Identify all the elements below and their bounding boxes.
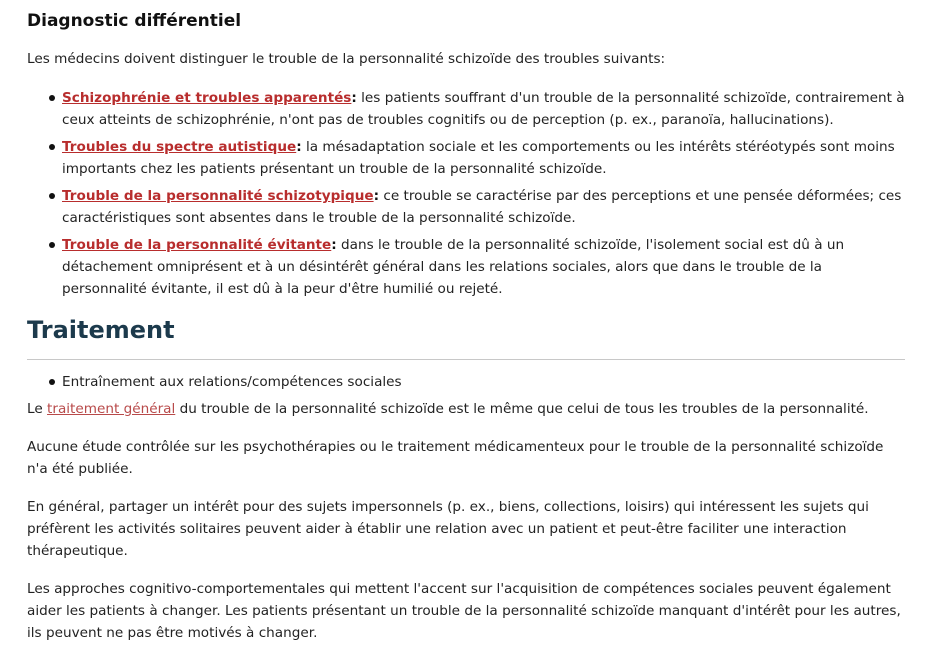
treatment-paragraph: Les approches cognitivo-comportementales qui mettent l'accent sur l'acquisition de compétences sociales peuvent également aider les patients à changer. Les patients présentant un trouble de la personnalité schizoïde manquant d'intérêt pour les autres, ils peuvent ne pas être motivés à changer. [27, 581, 901, 641]
text-suffix: du trouble de la personnalité schizoïde est le même que celui de tous les troubles de la personnalité. [175, 401, 869, 417]
schizophrenia-link[interactable]: Schizophrénie et troubles apparentés [62, 90, 352, 106]
differential-intro: Les médecins doivent distinguer le trouble de la personnalité schizoïde des troubles suivants: [27, 51, 666, 67]
list-item-text: ce trouble se caractérise par des perceptions et une pensée déformées; ces caractéristiques sont absentes dans le trouble de la personnalité schizoïde. [62, 188, 902, 226]
bullet-icon [49, 193, 55, 199]
autism-spectrum-link[interactable]: Troubles du spectre autistique [62, 139, 297, 155]
list-item-text: les patients souffrant d'un trouble de la personnalité schizoïde, contrairement à ceux atteints de schizophrénie, n'ont pas de troubles cognitifs ou de perception (p. ex., paranoïa, hallucinations). [62, 90, 905, 128]
treatment-heading: Traitement [27, 316, 175, 344]
term-colon: : [331, 237, 337, 253]
term-colon: : [351, 90, 357, 106]
differential-diagnosis-heading: Diagnostic différentiel [27, 11, 242, 31]
list-item-text: dans le trouble de la personnalité schizoïde, l'isolement social est dû à un détachement omniprésent et à un désintérêt général dans les relations sociales, alors que dans le trouble de la personnalité évitante, il est dû à la peur d'être humilié ou rejeté. [62, 237, 845, 297]
term-colon: : [373, 188, 380, 204]
general-treatment-link[interactable]: traitement général [47, 401, 176, 417]
section-divider [27, 359, 905, 360]
treatment-general-paragraph [27, 398, 905, 420]
text-prefix: Le [27, 401, 48, 417]
term-colon: : [296, 139, 302, 155]
treatment-bullet-text: Entraînement aux relations/compétences sociales [62, 374, 402, 390]
bullet-icon [49, 95, 55, 101]
avoidant-link[interactable]: Trouble de la personnalité évitante [62, 237, 332, 253]
treatment-paragraph: Aucune étude contrôlée sur les psychothérapies ou le traitement médicamenteux pour le trouble de la personnalité schizoïde n'a été publiée. [27, 439, 884, 477]
bullet-icon [49, 242, 55, 248]
bullet-icon [49, 379, 55, 385]
treatment-paragraph: En général, partager un intérêt pour des sujets impersonnels (p. ex., biens, collections, loisirs) qui intéressent les sujets qui préfèrent les activités solitaires peuvent aider à établir une relation avec un patient et peut-être faciliter une interaction thérapeutique. [27, 499, 869, 559]
list-item-text: la mésadaptation sociale et les comportements ou les intérêts stéréotypés sont moins importants chez les patients présentant un trouble de la personnalité schizoïde. [62, 139, 895, 177]
schizotypal-link[interactable]: Trouble de la personnalité schizotypique [62, 188, 374, 204]
bullet-icon [49, 144, 55, 150]
